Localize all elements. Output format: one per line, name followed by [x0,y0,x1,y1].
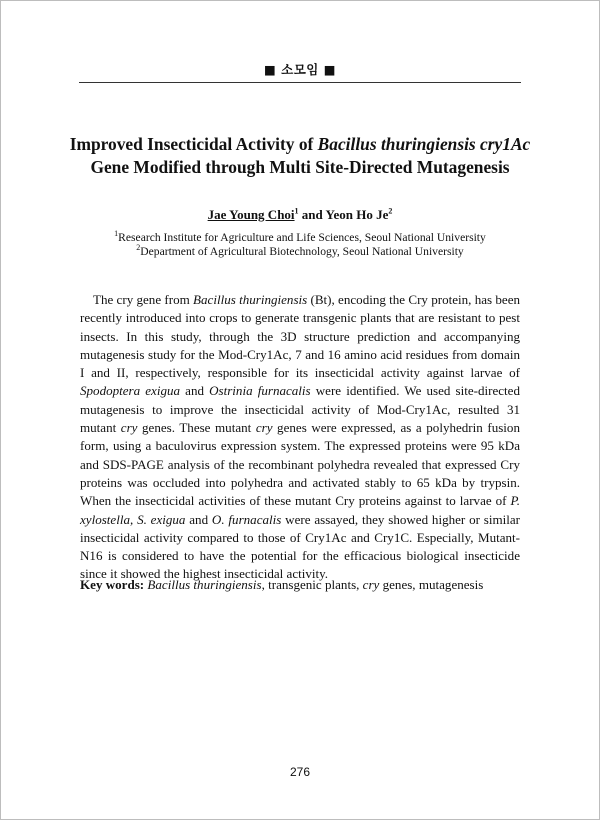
abstract-text: (Bt), encoding the Cry protein, has been recently introduced into crops to generate transgenic plants that are resistant to pest insects. In this study, through the 3D structure prediction and accompanying mutagenesis study for the Mod-Cry1Ac, 7 and 16 amino acid residues from domain I and II, respectively, responsible for its insecticidal activity against larvae of [80,292,521,381]
author-affiliation-mark: 1 [294,206,299,216]
keyword-text: genes, mutagenesis [379,577,484,592]
title-line-1-italic: Bacillus thuringiensis cry1Ac [317,134,531,154]
affiliation-text: Department of Agricultural Biotechnology, Seoul National University [140,245,464,258]
title-line-1-prefix: Improved Insecticidal Activity of [69,134,318,154]
author-name: Jae Young Choi [207,207,295,222]
keyword-text: , transgenic plants, [261,577,363,592]
abstract-text: were identified. We used site-directed mutagenesis to improve the insecticidal activity of Mod-Cry1Ac, resulted 31 mutant [80,383,520,436]
abstract-italic: Ostrinia furnacalis [209,383,311,399]
abstract-paragraph [80,291,520,584]
abstract-text: The cry gene from [93,292,194,307]
abstract-italic: cry [120,420,138,436]
abstract-text: and [180,383,210,399]
title-line-1 [40,133,560,156]
page-number: 276 [289,765,311,779]
abstract-italic: O. furnacalis [211,511,282,527]
abstract-italic: P. xylostella, S. exigua [80,493,520,527]
abstract-text: genes were expressed, as a polyhedrin fusion form, using a baculovirus expression system. The expressed proteins were 95 kDa and SDS-PAGE analysis of the recombinant polyhedra revealed that expressed Cry proteins was occluded into polyhedra and activated stably to 65 kDa by trypsin. When the insecticidal activities of these mutant Cry proteins against to larvae of [80,420,520,509]
affiliation-mark: 1 [114,229,119,239]
keywords-label: Key words: [80,577,145,592]
abstract-italic: cry [255,420,273,436]
header-rule [79,82,521,83]
keyword-italic: Bacillus thuringiensis [147,577,262,592]
author-line [0,207,600,223]
keyword-italic: cry [362,577,380,592]
section-tag: ■ 소모임 ■ [263,62,337,77]
abstract-italic: Spodoptera exigua [80,383,181,399]
affiliation-text: Research Institute for Agriculture and Life Sciences, Seoul National University [118,231,486,244]
author-name: Yeon Ho Je [325,207,389,222]
affiliation-2 [0,245,600,258]
abstract-text: genes. These mutant [137,420,256,436]
affiliation-1 [0,231,600,244]
paper-title [40,133,560,179]
title-line-2: Gene Modified through Multi Site-Directed Mutagenesis [90,157,510,177]
abstract-text: and [185,511,212,527]
author-affiliation-mark: 2 [388,206,393,216]
abstract-italic: Bacillus thuringiensis [193,292,308,307]
affiliation-mark: 2 [136,243,141,253]
keywords-line [80,576,520,594]
abstract-text: were assayed, they showed higher or similar insecticidal activity compared to those of Cry1Ac and Cry1C. Especially, Mutant-N16 is considered to have the potential for the efficacious biological insecticide since it showed the highest insecticidal activity. [80,511,520,582]
author-joiner: and [298,207,326,222]
